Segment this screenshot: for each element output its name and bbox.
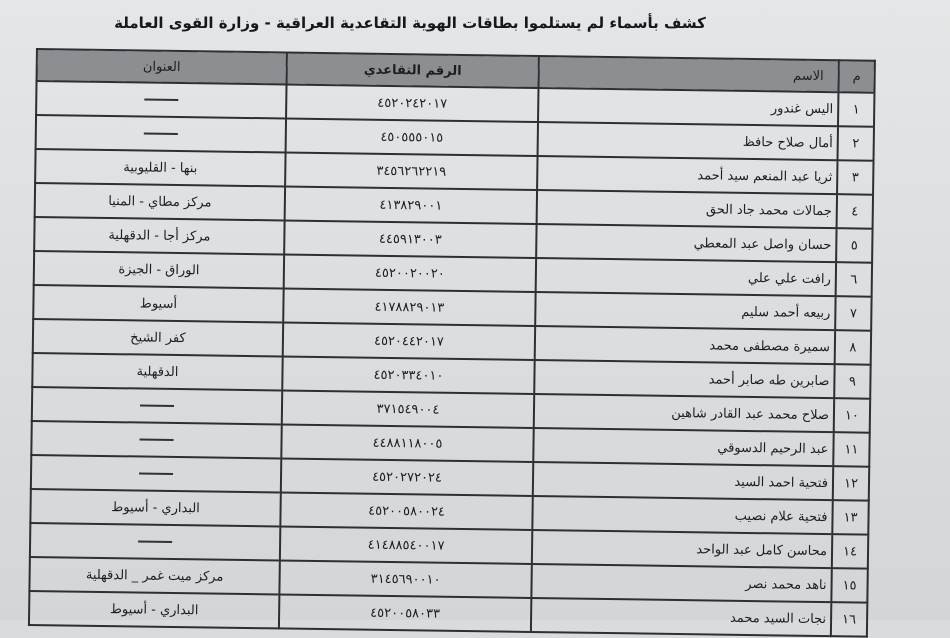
row-address: كفر الشيخ (33, 319, 283, 356)
row-address (32, 387, 282, 424)
row-address (31, 455, 281, 492)
table-body (29, 81, 875, 637)
empty-address-dash (144, 133, 178, 135)
row-address (36, 81, 286, 118)
row-address: مركز ميت غمر _ الدقهلية (29, 557, 279, 594)
empty-address-dash (140, 438, 174, 440)
header-address: العنوان (37, 49, 287, 84)
row-number: ٣ (837, 160, 873, 194)
header-name: الاسم (538, 56, 838, 92)
row-address: البداري - أسيوط (29, 591, 279, 628)
row-retirement-number: ٤٥٢٠٠٥٨٠٠٢٤ (280, 492, 532, 530)
row-number: ١٢ (833, 466, 869, 500)
row-name: رافت علي علي (536, 258, 836, 296)
row-retirement-number: ٤٥٢٠٤٤٢٠١٧ (283, 322, 535, 360)
header-number: م (838, 60, 874, 92)
row-number: ١ (838, 92, 874, 126)
row-number: ٨ (835, 330, 871, 364)
row-name: عبد الرحيم الدسوقي (533, 428, 833, 466)
row-number: ١٠ (834, 398, 870, 432)
row-retirement-number: ٤٤٥٩١٣٠٠٣ (284, 220, 536, 258)
empty-address-dash (138, 540, 172, 542)
row-name: ثريا عبد المنعم سيد أحمد (537, 156, 837, 194)
row-retirement-number: ٣٧١٥٤٩٠٠٤ (282, 390, 534, 428)
row-retirement-number: ٣١٤٥٦٩٠٠١٠ (279, 560, 531, 598)
row-number: ١٦ (831, 602, 867, 636)
row-number: ٩ (834, 364, 870, 398)
row-number: ١٥ (831, 568, 867, 602)
row-retirement-number: ٣٤٥٦٢٦٢٢١٩ (285, 152, 537, 190)
row-number: ٢ (838, 126, 874, 160)
row-name: صابرين طه صابر أحمد (534, 360, 834, 398)
row-address: أسيوط (33, 285, 283, 322)
row-retirement-number: ٤٥٢٠٠٥٨٠٣٣ (279, 594, 531, 632)
row-name: أمال صلاح حافظ (538, 122, 838, 160)
row-number: ٤ (837, 194, 873, 228)
row-retirement-number: ٤٥٢٠٢٤٢٠١٧ (286, 85, 538, 123)
row-address: البداري - أسيوط (30, 489, 280, 526)
row-name: ربيعه أحمد سليم (535, 292, 835, 330)
row-name: جمالات محمد جاد الحق (537, 190, 837, 228)
empty-address-dash (144, 99, 178, 101)
row-name: فتحية احمد السيد (533, 462, 833, 500)
row-name: اليس غندور (538, 88, 838, 126)
row-retirement-number: ٤٥٢٠٣٣٤٠١٠ (282, 356, 534, 394)
row-name: فتحية علام نصيب (532, 496, 832, 534)
row-retirement-number: ٤١٤٨٨٥٤٠٠١٧ (280, 526, 532, 564)
row-number: ٧ (835, 296, 871, 330)
row-number: ٥ (836, 228, 872, 262)
header-retirement-number: الرقم التقاعدي (287, 53, 539, 89)
row-number: ٦ (836, 262, 872, 296)
row-retirement-number: ٤١٣٨٢٩٠٠١ (285, 186, 537, 224)
row-name: نجات السيد محمد (531, 598, 831, 636)
row-address: مركز أجا - الدقهلية (34, 217, 284, 254)
row-address: الوراق - الجيزة (34, 251, 284, 288)
row-address: الدقهلية (32, 353, 282, 390)
row-name: سميرة مصطفى محمد (535, 326, 835, 364)
row-address (30, 523, 280, 560)
row-retirement-number: ٤٥٢٠٢٧٢٠٢٤ (281, 458, 533, 496)
row-retirement-number: ٤٤٨٨١١٨٠٠٥ (281, 424, 533, 462)
row-retirement-number: ٤٥٠٥٥٥٠١٥ (286, 118, 538, 156)
row-name: حسان واصل عبد المعطي (536, 224, 836, 262)
row-address (36, 115, 286, 152)
row-retirement-number: ٤٥٢٠٠٢٠٠٢٠ (284, 254, 536, 292)
document-title: كشف بأسماء لم يستلموا بطاقات الهوية التقاعدية العراقية - وزارة القوى العاملة (114, 14, 706, 32)
row-number: ١٣ (832, 500, 868, 534)
row-address: مركز مطاي - المنيا (35, 183, 285, 220)
retirees-table-container (28, 48, 874, 638)
row-retirement-number: ٤١٧٨٨٢٩٠١٣ (283, 288, 535, 326)
row-address (31, 421, 281, 458)
retirees-table (28, 48, 876, 638)
row-name: صلاح محمد عبد القادر شاهين (534, 394, 834, 432)
empty-address-dash (139, 472, 173, 474)
row-address: بنها - القليوبية (35, 149, 285, 186)
row-name: محاسن كامل عبد الواحد (532, 530, 832, 568)
row-number: ١١ (833, 432, 869, 466)
empty-address-dash (140, 404, 174, 406)
row-name: ناهد محمد نصر (531, 564, 831, 602)
row-number: ١٤ (832, 534, 868, 568)
